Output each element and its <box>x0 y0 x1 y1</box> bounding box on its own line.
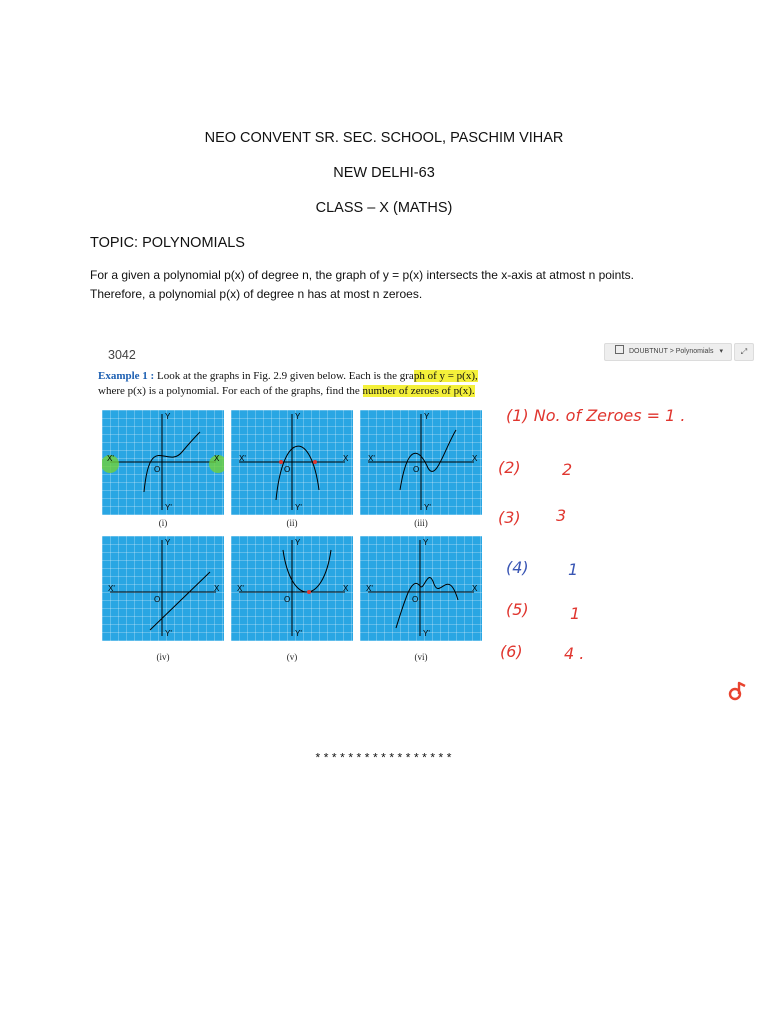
example-highlight-2: number of zeroes of p(x). <box>362 385 475 397</box>
video-snapshot <box>96 340 756 680</box>
doubtnut-logo-icon <box>726 680 748 702</box>
svg-text:Y: Y <box>424 412 430 421</box>
svg-text:Y': Y' <box>165 629 172 638</box>
graph-caption-4: (iv) <box>156 652 170 662</box>
breadcrumb-text: DOUBTNUT > Polynomials <box>629 348 714 355</box>
svg-text:X': X' <box>366 584 373 593</box>
graph-tile-6 <box>360 536 482 641</box>
breadcrumb-pill[interactable] <box>604 343 732 361</box>
city-line: NEW DELHI-63 <box>333 165 435 181</box>
svg-text:Y: Y <box>423 538 429 547</box>
svg-text:O: O <box>413 465 420 474</box>
answer-line-1: (1) No. of Zeroes = 1 . <box>506 406 686 425</box>
example-text-1: Look at the graphs in Fig. 2.9 given below. Each is the gra <box>154 370 414 382</box>
example-highlight-1: ph of y = p(x), <box>413 370 478 382</box>
svg-text:Y': Y' <box>295 503 302 512</box>
answer-2-value: 2 <box>562 460 573 479</box>
svg-text:O: O <box>154 595 161 604</box>
graph-caption-5: (v) <box>286 652 298 662</box>
graph-2-svg <box>231 410 353 515</box>
topic-heading: TOPIC: POLYNOMIALS <box>90 235 245 251</box>
graph-tile-2 <box>231 410 353 515</box>
answer-4-number: (4) <box>506 558 529 577</box>
svg-text:Y': Y' <box>295 629 302 638</box>
expand-icon[interactable]: ⤢ <box>734 343 754 361</box>
svg-text:X: X <box>343 584 349 593</box>
svg-text:X': X' <box>108 584 115 593</box>
graph-5-svg <box>231 536 353 641</box>
graph-6-svg <box>360 536 482 641</box>
svg-text:Y': Y' <box>424 503 431 512</box>
svg-text:Y': Y' <box>165 503 172 512</box>
graph-1-svg <box>102 410 224 515</box>
svg-text:Y: Y <box>165 538 171 547</box>
intro-line-1: For a given a polynomial p(x) of degree n, the graph of y = p(x) intersects the x-axis at atmost n points. <box>90 268 634 282</box>
graph-tile-3 <box>360 410 482 515</box>
svg-text:X': X' <box>239 454 246 463</box>
example-text-2: where p(x) is a polynomial. For each of the graphs, find the <box>98 385 363 397</box>
svg-text:O: O <box>284 595 291 604</box>
svg-text:Y: Y <box>165 412 171 421</box>
svg-text:X: X <box>214 584 220 593</box>
svg-text:O: O <box>284 465 291 474</box>
svg-text:X: X <box>343 454 349 463</box>
svg-text:X': X' <box>368 454 375 463</box>
example-label: Example 1 : <box>98 370 155 382</box>
graph-caption-3: (iii) <box>414 518 428 528</box>
answer-3-value: 3 <box>556 506 567 525</box>
chevron-down-icon: ▾ <box>719 348 723 355</box>
graph-tile-1 <box>102 410 224 515</box>
answer-6-value: 4 . <box>564 644 585 663</box>
svg-text:X': X' <box>237 584 244 593</box>
svg-text:O: O <box>412 595 419 604</box>
graph-caption-6: (vi) <box>414 652 428 662</box>
example-line-1 <box>98 370 478 382</box>
graph-4-svg <box>102 536 224 641</box>
school-name: NEO CONVENT SR. SEC. SCHOOL, PASCHIM VIHAR <box>204 130 564 146</box>
graph-3-svg <box>360 410 482 515</box>
graph-tile-4 <box>102 536 224 641</box>
footer-stars: ***************** <box>314 752 454 766</box>
answer-3-number: (3) <box>498 508 521 527</box>
graph-caption-1: (i) <box>158 518 168 528</box>
svg-text:Y': Y' <box>423 629 430 638</box>
answer-2-number: (2) <box>498 458 521 477</box>
answer-5-value: 1 <box>570 604 581 623</box>
svg-text:O: O <box>154 465 161 474</box>
svg-text:Y: Y <box>295 412 301 421</box>
answer-6-number: (6) <box>500 642 523 661</box>
screen-icon <box>615 345 624 354</box>
svg-text:X': X' <box>107 454 114 463</box>
video-number: 3042 <box>108 348 136 362</box>
graph-tile-5 <box>231 536 353 641</box>
answer-5-number: (5) <box>506 600 529 619</box>
class-line: CLASS – X (MATHS) <box>315 200 453 216</box>
answer-4-value: 1 <box>568 560 579 579</box>
intro-line-2: Therefore, a polynomial p(x) of degree n has at most n zeroes. <box>90 287 423 301</box>
example-line-2 <box>98 385 475 397</box>
graph-caption-2: (ii) <box>286 518 298 528</box>
svg-text:X: X <box>472 584 478 593</box>
svg-text:X: X <box>214 454 220 463</box>
svg-text:X: X <box>472 454 478 463</box>
svg-text:Y: Y <box>295 538 301 547</box>
